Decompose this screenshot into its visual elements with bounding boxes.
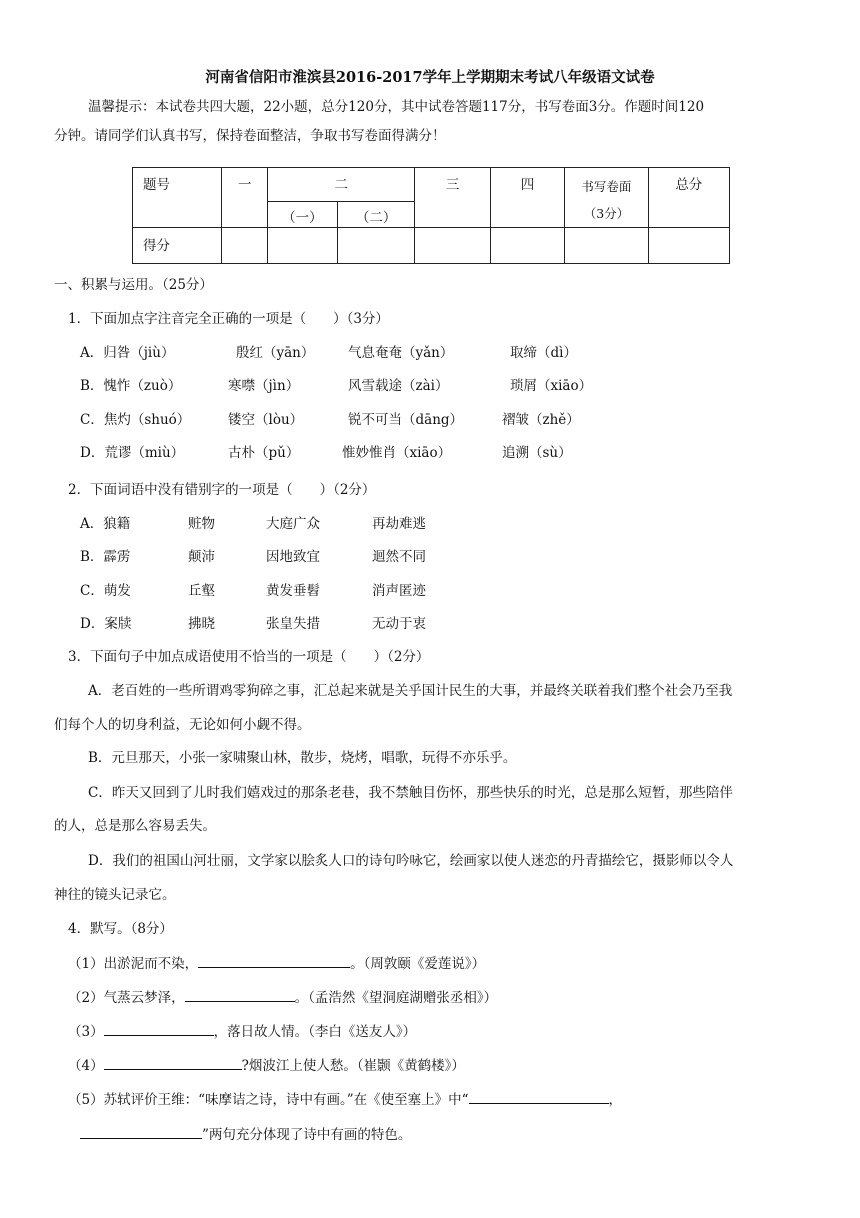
score-cell[interactable] [337, 228, 415, 264]
header-writing-points: （3分） [583, 206, 630, 221]
q4-line-6 [80, 1123, 411, 1143]
q2-c-item: 黄发垂髫 [266, 583, 320, 599]
q4-2-prompt: （2）气蒸云梦泽， [68, 990, 185, 1006]
q4-line-2 [68, 986, 497, 1006]
q4-4-prompt: （4） [68, 1058, 104, 1074]
q2-d-item: 拂晓 [188, 616, 215, 632]
answer-blank[interactable] [104, 1055, 242, 1070]
q3-option-a-line-2: 们每个人的切身利益，无论如何小觑不得。 [54, 717, 311, 733]
q1-d-item: 古朴（pǔ） [228, 445, 300, 461]
row-score-label: 得分 [133, 228, 222, 264]
q2-stem: 2．下面词语中没有错别字的一项是（ ）（2分） [68, 482, 376, 498]
q1-b-item: B．愧怍（zuò） [80, 378, 182, 394]
q2-a-item: 赃物 [188, 516, 215, 532]
q2-c-item: 丘壑 [188, 583, 215, 599]
header-question-number: 题号 [133, 168, 222, 228]
q1-c-item: 镂空（lòu） [228, 412, 304, 428]
q1-stem: 1．下面加点字注音完全正确的一项是（ ）（3分） [68, 311, 389, 327]
q1-c-item: C．焦灼（shuó） [80, 412, 191, 428]
header-writing-label: 书写卷面 [581, 179, 632, 194]
q3-option-d-line-2: 神往的镜头记录它。 [54, 887, 176, 903]
q1-b-item: 琐屑（xiāo） [510, 378, 593, 394]
q2-d-item: 无动于衷 [372, 616, 426, 632]
q4-5-comma: ， [608, 1092, 623, 1108]
score-cell[interactable] [268, 228, 338, 264]
q3-option-a-line-1: A．老百姓的一些所谓鸡零狗碎之事，汇总起来就是关乎国计民生的大事，并最终关联着我们整个社会乃至我 [88, 683, 733, 699]
q2-c-item: 消声匿迹 [372, 583, 426, 599]
section-1-heading: 一、积累与运用。（25分） [54, 277, 213, 293]
q2-d-item: 张皇失措 [266, 616, 320, 632]
header-part-4: 四 [490, 168, 564, 228]
score-cell[interactable] [222, 228, 268, 264]
answer-blank[interactable] [80, 1124, 202, 1139]
q4-stem: 4．默写。（8分） [68, 921, 173, 937]
header-writing-score [565, 168, 648, 228]
answer-blank[interactable] [469, 1089, 609, 1104]
header-part-3: 三 [415, 168, 490, 228]
q2-b-item: B．霹雳 [80, 549, 131, 565]
q2-b-item: 颠沛 [188, 549, 215, 565]
answer-blank[interactable] [198, 953, 350, 968]
answer-blank[interactable] [185, 987, 295, 1002]
answer-blank[interactable] [104, 1021, 214, 1036]
header-part-2-sub-1: （一） [268, 202, 338, 228]
q1-d-item: 追溯（sù） [502, 445, 572, 461]
q1-c-item: 锐不可当（dāng） [348, 412, 464, 428]
q4-1-source: 。（周敦颐《爱莲说》） [350, 956, 486, 972]
score-cell[interactable] [648, 228, 729, 264]
header-part-1: 一 [222, 168, 268, 228]
q2-c-item: C．萌发 [80, 583, 131, 599]
q4-3-prompt: （3） [68, 1024, 104, 1040]
q2-b-item: 因地致宜 [266, 549, 320, 565]
q1-c-item: 褶皱（zhě） [502, 412, 580, 428]
q1-a-item: 气息奄奄（yǎn） [348, 345, 454, 361]
q1-b-item: 寒噤（jìn） [228, 378, 300, 394]
header-part-2: 二 [268, 168, 415, 202]
q4-3-source: ，落日故人情。（李白《送友人》） [213, 1024, 417, 1040]
score-cell[interactable] [490, 228, 564, 264]
score-cell[interactable] [565, 228, 648, 264]
q1-d-item: 惟妙惟肖（xiāo） [342, 445, 452, 461]
q4-line-5 [68, 1088, 622, 1108]
score-table [132, 167, 730, 264]
q2-b-item: 迴然不同 [372, 549, 426, 565]
q1-d-item: D．荒谬（miù） [80, 445, 185, 461]
exam-title: 河南省信阳市淮滨县2016-2017学年上学期期末考试八年级语文试卷 [205, 69, 655, 86]
q1-a-item: 殷红（yān） [236, 345, 315, 361]
q1-a-item: A．归咎（jiù） [80, 345, 175, 361]
q3-option-c-line-2: 的人，总是那么容易丢失。 [54, 818, 216, 834]
q4-line-3 [68, 1020, 416, 1040]
q2-a-item: 大庭广众 [266, 516, 320, 532]
score-cell[interactable] [415, 228, 490, 264]
q3-stem: 3．下面句子中加点成语使用不恰当的一项是（ ）（2分） [68, 649, 430, 665]
q4-1-prompt: （1）出淤泥而不染， [68, 956, 199, 972]
q2-d-item: D．案牍 [80, 616, 132, 632]
q2-a-item: 再劫难逃 [372, 516, 426, 532]
header-part-2-sub-2: （二） [337, 202, 415, 228]
q4-line-4 [68, 1054, 465, 1074]
tip-line-1: 温馨提示：本试卷共四大题，22小题，总分120分，其中试卷答题117分，书写卷面3分。作题时间120 [88, 99, 705, 115]
q3-option-c-line-1: C．昨天又回到了儿时我们嬉戏过的那条老巷，我不禁触目伤怀，那些快乐的时光，总是那么短暂，那些陪伴 [88, 785, 733, 801]
q4-6-tail: ”两句充分体现了诗中有画的特色。 [202, 1127, 412, 1143]
q3-option-b: B．元旦那天，小张一家啸聚山林，散步，烧烤，唱歌，玩得不亦乐乎。 [88, 750, 517, 766]
q1-b-item: 风雪载途（zài） [348, 378, 449, 394]
q2-a-item: A．狼籍 [80, 516, 131, 532]
q3-option-d-line-1: D．我们的祖国山河壮丽，文学家以脍炙人口的诗句吟咏它，绘画家以使人迷恋的丹青描绘它，摄影师以令人 [88, 853, 734, 869]
header-total: 总分 [648, 168, 729, 228]
q4-line-1 [68, 952, 485, 972]
q4-4-source: ?烟波江上使人愁。（崔颢《黄鹤楼》） [241, 1058, 465, 1074]
q4-5-prompt: （5）苏轼评价王维：“味摩诘之诗，诗中有画。”在《使至塞上》中“ [68, 1092, 469, 1108]
q4-2-source: 。（孟浩然《望洞庭湖赠张丞相》） [294, 990, 498, 1006]
tip-line-2: 分钟。请同学们认真书写，保持卷面整洁，争取书写卷面得满分！ [54, 128, 446, 144]
q1-a-item: 取缔（dì） [510, 345, 577, 361]
